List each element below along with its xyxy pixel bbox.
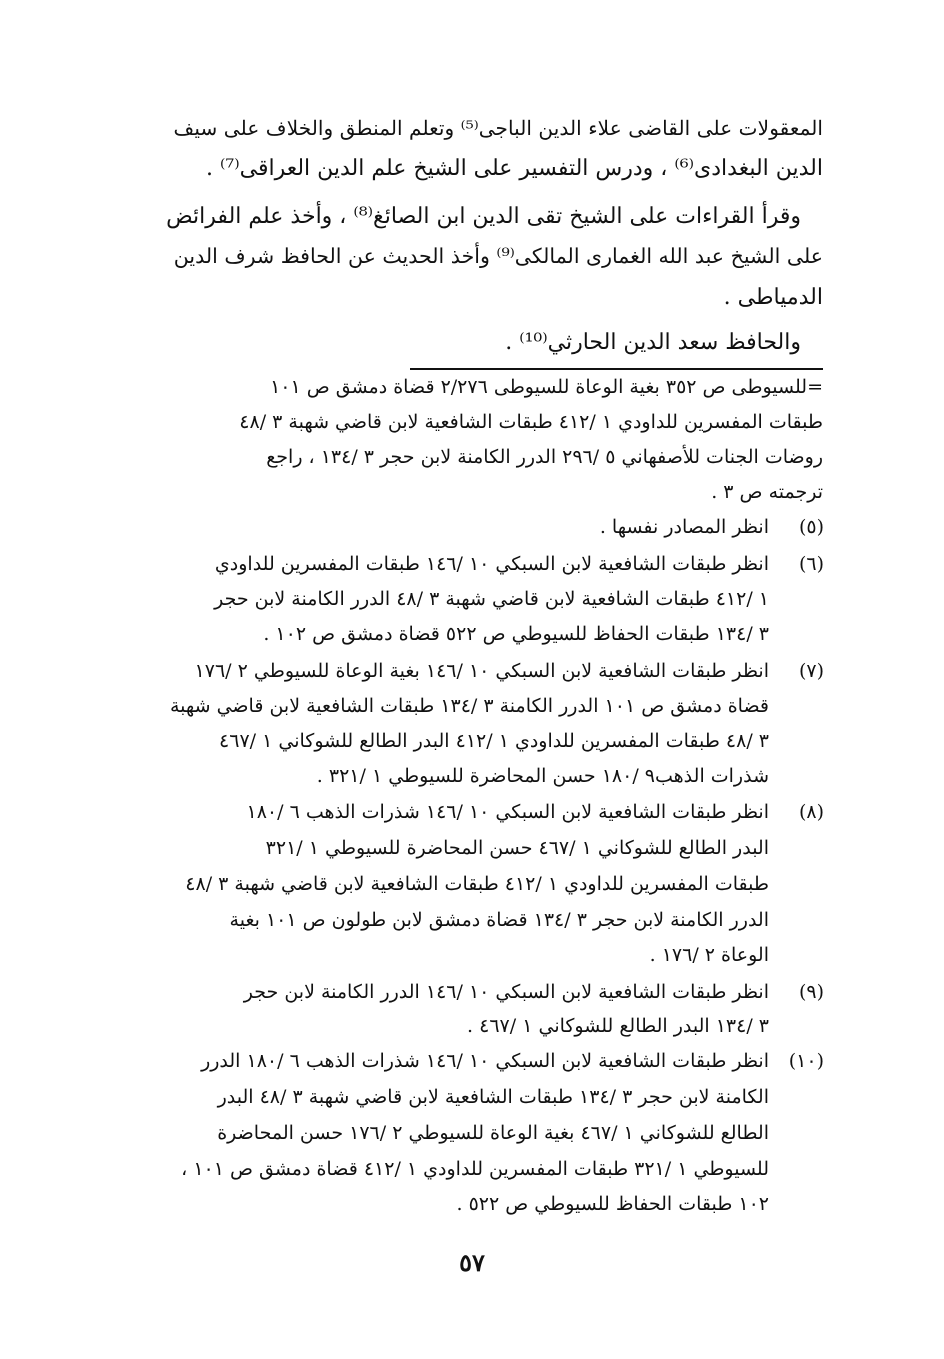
page-number: ٥٧ [459,1248,485,1277]
main-text-line: الدين البغدادى⁽⁶⁾ ، ودرس التفسير على الشيخ علم الدين العراقى⁽⁷⁾ . [205,156,823,181]
footnote-marker: (٦) [798,553,824,575]
footnote-line: ٣ /١٣٤ طبقات الحفاظ للسيوطي ص ٥٢٢ قضاة دمشق ص ١٠٢ . [263,623,769,645]
footnote-line: ١٠٢ طبقات الحفاظ للسيوطي ص ٥٢٢ . [456,1193,769,1215]
footnote-marker: (٥) [798,516,824,538]
footnote-line: روضات الجنات للأصفهاني ٥ /٢٩٦ الدرر الكامنة لابن حجر ٣ /١٣٤ ، راجع [266,446,823,468]
main-text-line: المعقولات على القاضى علاء الدين الباجى⁽⁵⁾ وتعلم المنطق والخلاف على سيف [173,116,823,140]
footnote-line: ترجمته ص ٣ . [711,481,823,503]
main-text-line: والحافظ سعد الدين الحارثي⁽¹⁰⁾ . [505,330,801,355]
footnote-line: طبقات المفسرين للداودي ١ /٤١٢ طبقات الشافعية لابن قاضي شهبة ٣ /٤٨ [185,873,769,895]
footnote-divider [410,368,823,370]
footnote-line: قضاة دمشق ص ١٠١ الدرر الكامنة ٣ /١٣٤ طبقات الشافعية لابن قاضي شهبة [169,695,769,717]
footnote-line: ٣ /١٣٤ البدر الطالع للشوكاني ١ /٤٦٧ . [467,1015,769,1037]
footnote-line: الوعاة ٢ /١٧٦ . [649,944,769,966]
footnote-line: ٣ /٤٨ طبقات المفسرين للداودي ١ /٤١٢ البدر الطالع للشوكاني ١ /٤٦٧ [219,730,769,752]
footnote-line: انظر طبقات الشافعية لابن السبكي ١٠ /١٤٦ الدرر الكامنة لابن حجر [243,981,769,1003]
footnote-line: شذرات الذهب٩ /١٨٠ حسن المحاضرة للسيوطي ١ /٣٢١ . [316,765,769,787]
main-text-line: وقرأ القراءات على الشيخ تقى الدين ابن الصائغ⁽⁸⁾ ، وأخذ علم الفرائض [166,204,801,229]
main-text-line: على الشيخ عبد الله الغمارى المالكى⁽⁹⁾ وأخذ الحديث عن الحافظ شرف الدين [173,244,823,268]
footnote-marker: (١٠) [788,1050,824,1072]
footnote-line: البدر الطالع للشوكاني ١ /٤٦٧ حسن المحاضرة للسيوطي ١ /٣٢١ [265,837,769,859]
footnote-line: ١ /٤١٢ طبقات الشافعية لابن قاضي شهبة ٣ /٤٨ الدرر الكامنة لابن حجر [214,588,769,610]
footnote-line: للسيوطي ١ /٣٢١ طبقات المفسرين للداودي ١ /٤١٢ قضاة دمشق ص ١٠١ ، [181,1158,769,1180]
footnote-line: انظر طبقات الشافعية لابن السبكي ١٠ /١٤٦ شذرات الذهب ٦ /١٨٠ الدرر [201,1050,769,1072]
footnote-marker: (٩) [798,981,824,1003]
footnote-line: انظر طبقات الشافعية لابن السبكي ١٠ /١٤٦ بغية الوعاة للسيوطي ٢ /١٧٦ [194,660,769,682]
main-text [160,0,823,370]
main-text-line: الدمياطى . [723,285,823,310]
footnote-line: انظر طبقات الشافعية لابن السبكي ١٠ /١٤٦ طبقات المفسرين للداودي [214,553,769,575]
footnote-line: الدرر الكامنة لابن حجر ٣ /١٣٤ قضاة دمشق لابن طولون ص ١٠١ بغية [229,909,769,931]
footnote-marker: (٧) [798,660,824,682]
footnote-line: انظر طبقات الشافعية لابن السبكي ١٠ /١٤٦ شذرات الذهب ٦ /١٨٠ [246,801,769,823]
footnote-line: =للسيوطى ص ٣٥٢ بغية الوعاة للسيوطى ٢/٢٧٦ قضاة دمشق ص ١٠١ [270,376,823,398]
footnote-line: الطالع للشوكاني ١ /٤٦٧ بغية الوعاة للسيوطي ٢ /١٧٦ حسن المحاضرة [217,1122,769,1144]
footnote-line: طبقات المفسرين للداودي ١ /٤١٢ طبقات الشافعية لابن قاضي شهبة ٣ /٤٨ [239,411,823,433]
footnote-line: الكامنة لابن حجر ٣ /١٣٤ طبقات الشافعية لابن قاضي شهبة ٣ /٤٨ البدر [217,1086,769,1108]
footnote-line: انظر المصادر نفسها . [599,516,769,538]
footnote-marker: (٨) [798,801,824,823]
